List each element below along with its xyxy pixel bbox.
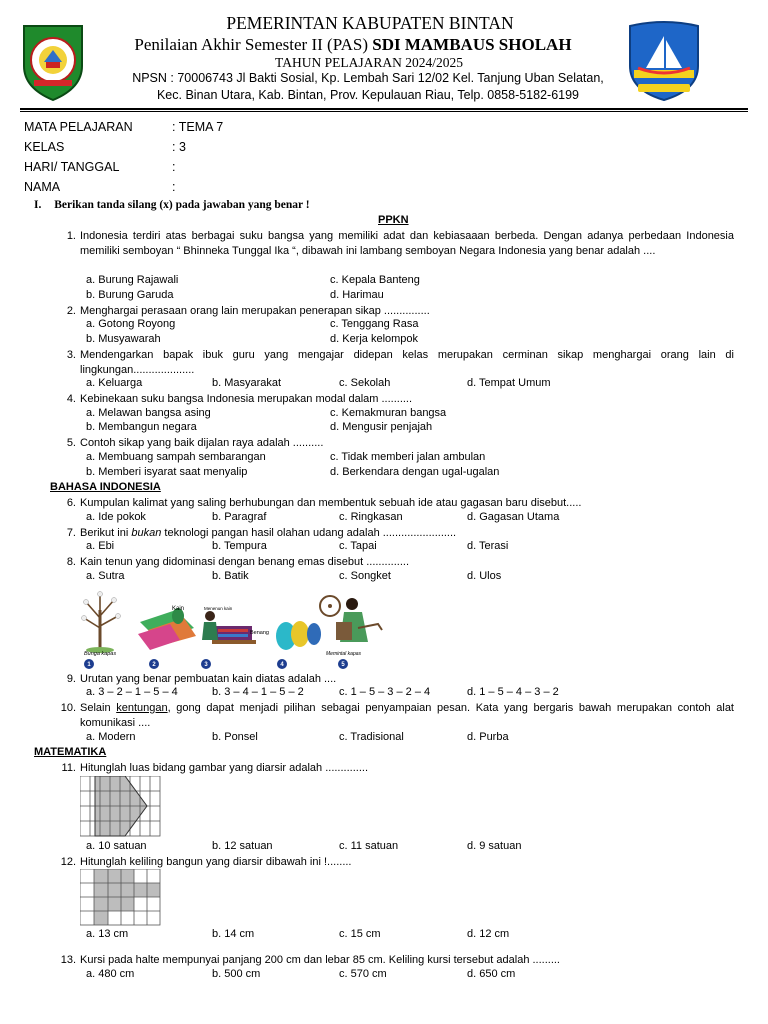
question-number: 13. <box>60 954 76 966</box>
question-text <box>80 701 734 730</box>
q4-option-d[interactable]: d. Mengusir penjajah <box>330 421 433 433</box>
school-name: SDI MAMBAUS SHOLAH <box>372 35 572 54</box>
q3-option-d[interactable]: d. Tempat Umum <box>467 377 551 389</box>
q6-option-a[interactable]: a. Ide pokok <box>86 511 146 523</box>
q2-option-d[interactable]: d. Kerja kelompok <box>330 333 419 345</box>
section-ppkn: PPKN <box>378 214 409 226</box>
q7-option-d[interactable]: d. Terasi <box>467 540 509 552</box>
q3-option-a[interactable]: a. Keluarga <box>86 377 143 389</box>
question-text: Urutan yang benar pembuatan kain diatas adalah .... <box>80 673 337 685</box>
q5-option-a[interactable]: a. Membuang sampah sembarangan <box>86 451 266 463</box>
meta-value: : TEMA 7 <box>172 120 224 134</box>
q11-option-b[interactable]: b. 12 satuan <box>212 840 273 852</box>
question-text <box>80 526 734 541</box>
meta-value: : <box>172 180 176 194</box>
cotton-plant-icon <box>82 592 121 654</box>
step-number: 1 <box>87 662 91 668</box>
cloth-rolls-icon <box>138 608 196 650</box>
q3-option-c[interactable]: c. Sekolah <box>339 377 391 389</box>
instruction-text: Berikan tanda silang (x) pada jawaban yang benar ! <box>54 199 310 211</box>
question-text: Indonesia terdiri atas berbagai suku bangsa yang memiliki adat dan kebiasaaan berbeda. Dengan adanya perbedaan Indonesia memiliki semboyan “ Bhinneka Tunggal Ika “, dibawah ini lambang semboyan Negara Indonesia yang benar adalah .... <box>80 230 734 257</box>
question-emphasis: bukan <box>131 527 162 539</box>
question-text-part: Berikut ini <box>80 527 132 539</box>
q5-option-c[interactable]: c. Tidak memberi jalan ambulan <box>330 451 486 463</box>
header-line-1: PEMERINTAN KABUPATEN BINTAN <box>226 13 514 33</box>
q12-grid-figure <box>80 869 162 932</box>
weaver-icon <box>202 611 256 644</box>
meta-value: : <box>172 160 176 174</box>
question-text: Kain tenun yang didominasi dengan benang emas disebut .............. <box>80 556 409 568</box>
label-kain: Kain <box>172 606 185 612</box>
meta-label: KELAS <box>24 140 65 154</box>
q10-option-d[interactable]: d. Purba <box>467 731 509 743</box>
yarn-spools-icon <box>276 621 321 650</box>
label-memintal: Memintal kapas <box>326 651 362 657</box>
question-number: 11. <box>61 762 76 774</box>
q4-option-a[interactable]: a. Melawan bangsa asing <box>86 407 211 419</box>
question-number: 7. <box>66 527 76 539</box>
q7-option-b[interactable]: b. Tempura <box>212 540 267 552</box>
step-number: 3 <box>204 662 208 668</box>
q11-option-d[interactable]: d. 9 satuan <box>467 840 522 852</box>
question-text: Contoh sikap yang baik dijalan raya adalah .......... <box>80 437 324 449</box>
q3-option-b[interactable]: b. Masyarakat <box>212 377 282 389</box>
header-divider-bottom <box>20 111 748 112</box>
question-text-part: , gong dapat menjadi pilihan sebagai penyampaian pesan. Kata yang bergaris bawah merupakan contoh alat komunikasi .... <box>80 702 734 729</box>
question-text: Hitunglah keliling bangun yang diarsir dibawah ini !........ <box>80 856 352 868</box>
step-number: 5 <box>341 662 345 668</box>
q4-option-c[interactable]: c. Kemakmuran bangsa <box>330 407 447 419</box>
question-1 <box>56 229 734 258</box>
q2-option-a[interactable]: a. Gotong Royong <box>86 318 176 330</box>
question-10 <box>56 701 734 730</box>
q8-option-c[interactable]: c. Songket <box>339 570 391 582</box>
meta-value: : 3 <box>172 140 186 154</box>
question-text: Kumpulan kalimat yang saling berhubungan dan membentuk sebuah ide atau gagasan baru disebut..... <box>80 497 582 509</box>
instruction <box>34 199 310 211</box>
q2-option-c[interactable]: c. Tenggang Rasa <box>330 318 419 330</box>
q13-option-d[interactable]: d. 650 cm <box>467 968 516 980</box>
label-bunga-kapas: Bunga kapas <box>84 651 117 657</box>
question-text: Mendengarkan bapak ibuk guru yang mengajar didepan kelas merupakan cerminan sikap menghargai orang lain di lingkungan.................... <box>80 349 734 376</box>
q4-option-b[interactable]: b. Membangun negara <box>86 421 197 433</box>
meta-label: MATA PELAJARAN <box>24 120 133 134</box>
q11-option-a[interactable]: a. 10 satuan <box>86 840 147 852</box>
q8-option-d[interactable]: d. Ulos <box>467 570 502 582</box>
step-number: 2 <box>152 662 156 668</box>
meta-label: NAMA <box>24 180 61 194</box>
q5-option-d[interactable]: d. Berkendara dengan ugal-ugalan <box>330 466 500 478</box>
header-address-1: NPSN : 70006743 Jl Bakti Sosial, Kp. Lembah Sari 12/02 Kel. Tanjung Uban Selatan, <box>132 71 604 85</box>
question-text: Kebinekaan suku bangsa Indonesia merupakan modal dalam .......... <box>80 393 413 405</box>
header-address-2: Kec. Binan Utara, Kab. Bintan, Prov. Kepulauan Riau, Telp. 0858-5182-6199 <box>156 88 580 102</box>
q8-option-a[interactable]: a. Sutra <box>86 570 125 582</box>
q6-option-c[interactable]: c. Ringkasan <box>339 511 403 523</box>
weaving-process-figure <box>78 588 388 670</box>
question-number: 6. <box>66 497 76 509</box>
q1-option-c[interactable]: c. Kepala Banteng <box>330 274 420 286</box>
question-text: Kursi pada halte mempunyai panjang 200 cm dan lebar 85 cm. Keliling kursi tersebut adalah ......... <box>80 954 560 966</box>
q9-option-b[interactable]: b. 3 – 4 – 1 – 5 – 2 <box>212 686 304 698</box>
question-underlined-word: kentungan <box>116 702 168 714</box>
question-7 <box>56 526 734 541</box>
question-text: Hitunglah luas bidang gambar yang diarsir adalah .............. <box>80 762 368 774</box>
header-line-3: TAHUN PELAJARAN 2024/2025 <box>275 55 463 70</box>
question-number: 1. <box>66 230 76 242</box>
label-benang: Benang <box>250 630 269 636</box>
step-number: 4 <box>280 662 284 668</box>
q13-option-c[interactable]: c. 570 cm <box>339 968 387 980</box>
q12-option-c[interactable]: c. 15 cm <box>339 928 381 940</box>
header-line-2 <box>0 35 706 55</box>
q12-option-b[interactable]: b. 14 cm <box>212 928 255 940</box>
q11-grid-figure <box>80 776 162 841</box>
question-number: 2. <box>66 305 76 317</box>
question-text-part: teknologi pangan hasil olahan udang adalah ........................ <box>161 527 457 539</box>
question-3 <box>56 348 734 377</box>
q9-option-d[interactable]: d. 1 – 5 – 4 – 3 – 2 <box>467 686 559 698</box>
q12-option-a[interactable]: a. 13 cm <box>86 928 129 940</box>
question-number: 10. <box>60 702 76 714</box>
section-matematika: MATEMATIKA <box>34 746 107 758</box>
q10-option-a[interactable]: a. Modern <box>86 731 136 743</box>
question-11 <box>56 761 734 776</box>
question-number: 12. <box>60 856 76 868</box>
q13-option-b[interactable]: b. 500 cm <box>212 968 261 980</box>
question-5 <box>56 436 734 451</box>
q9-option-c[interactable]: c. 1 – 5 – 3 – 2 – 4 <box>339 686 431 698</box>
question-number: 8. <box>66 556 76 568</box>
q10-option-c[interactable]: c. Tradisional <box>339 731 404 743</box>
question-9 <box>56 672 734 687</box>
question-text-part: Selain <box>80 702 117 714</box>
exam-title: Penilaian Akhir Semester II (PAS) <box>134 35 373 54</box>
label-menenun: Menenun kain <box>204 606 233 611</box>
question-text: Menghargai perasaan orang lain merupakan penerapan sikap ............... <box>80 305 430 317</box>
q9-option-a[interactable]: a. 3 – 2 – 1 – 5 – 4 <box>86 686 178 698</box>
question-4 <box>56 392 734 407</box>
question-12 <box>56 855 734 870</box>
q6-option-d[interactable]: d. Gagasan Utama <box>467 511 560 523</box>
question-number: 3. <box>66 349 76 361</box>
spinner-icon <box>320 596 382 642</box>
header-divider-top <box>20 108 748 110</box>
q8-option-b[interactable]: b. Batik <box>212 570 249 582</box>
q7-option-a[interactable]: a. Ebi <box>86 540 115 552</box>
q7-option-c[interactable]: c. Tapai <box>339 540 377 552</box>
question-13 <box>56 953 734 968</box>
q1-option-b[interactable]: b. Burung Garuda <box>86 289 174 301</box>
question-number: 9. <box>66 673 76 685</box>
q2-option-b[interactable]: b. Musyawarah <box>86 333 161 345</box>
question-2 <box>56 304 734 319</box>
question-number: 5. <box>66 437 76 449</box>
q1-option-a[interactable]: a. Burung Rajawali <box>86 274 179 286</box>
instruction-number: I. <box>34 199 42 211</box>
meta-label: HARI/ TANGGAL <box>24 160 120 174</box>
q10-option-b[interactable]: b. Ponsel <box>212 731 258 743</box>
q5-option-b[interactable]: b. Memberi isyarat saat menyalip <box>86 466 248 478</box>
q12-option-d[interactable]: d. 12 cm <box>467 928 510 940</box>
question-number: 4. <box>66 393 76 405</box>
q1-option-d[interactable]: d. Harimau <box>330 289 384 301</box>
q6-option-b[interactable]: b. Paragraf <box>212 511 267 523</box>
question-8 <box>56 555 734 570</box>
question-6 <box>56 496 734 511</box>
q13-option-a[interactable]: a. 480 cm <box>86 968 135 980</box>
q11-option-c[interactable]: c. 11 satuan <box>339 840 399 852</box>
section-bahasa-indonesia: BAHASA INDONESIA <box>50 481 161 493</box>
